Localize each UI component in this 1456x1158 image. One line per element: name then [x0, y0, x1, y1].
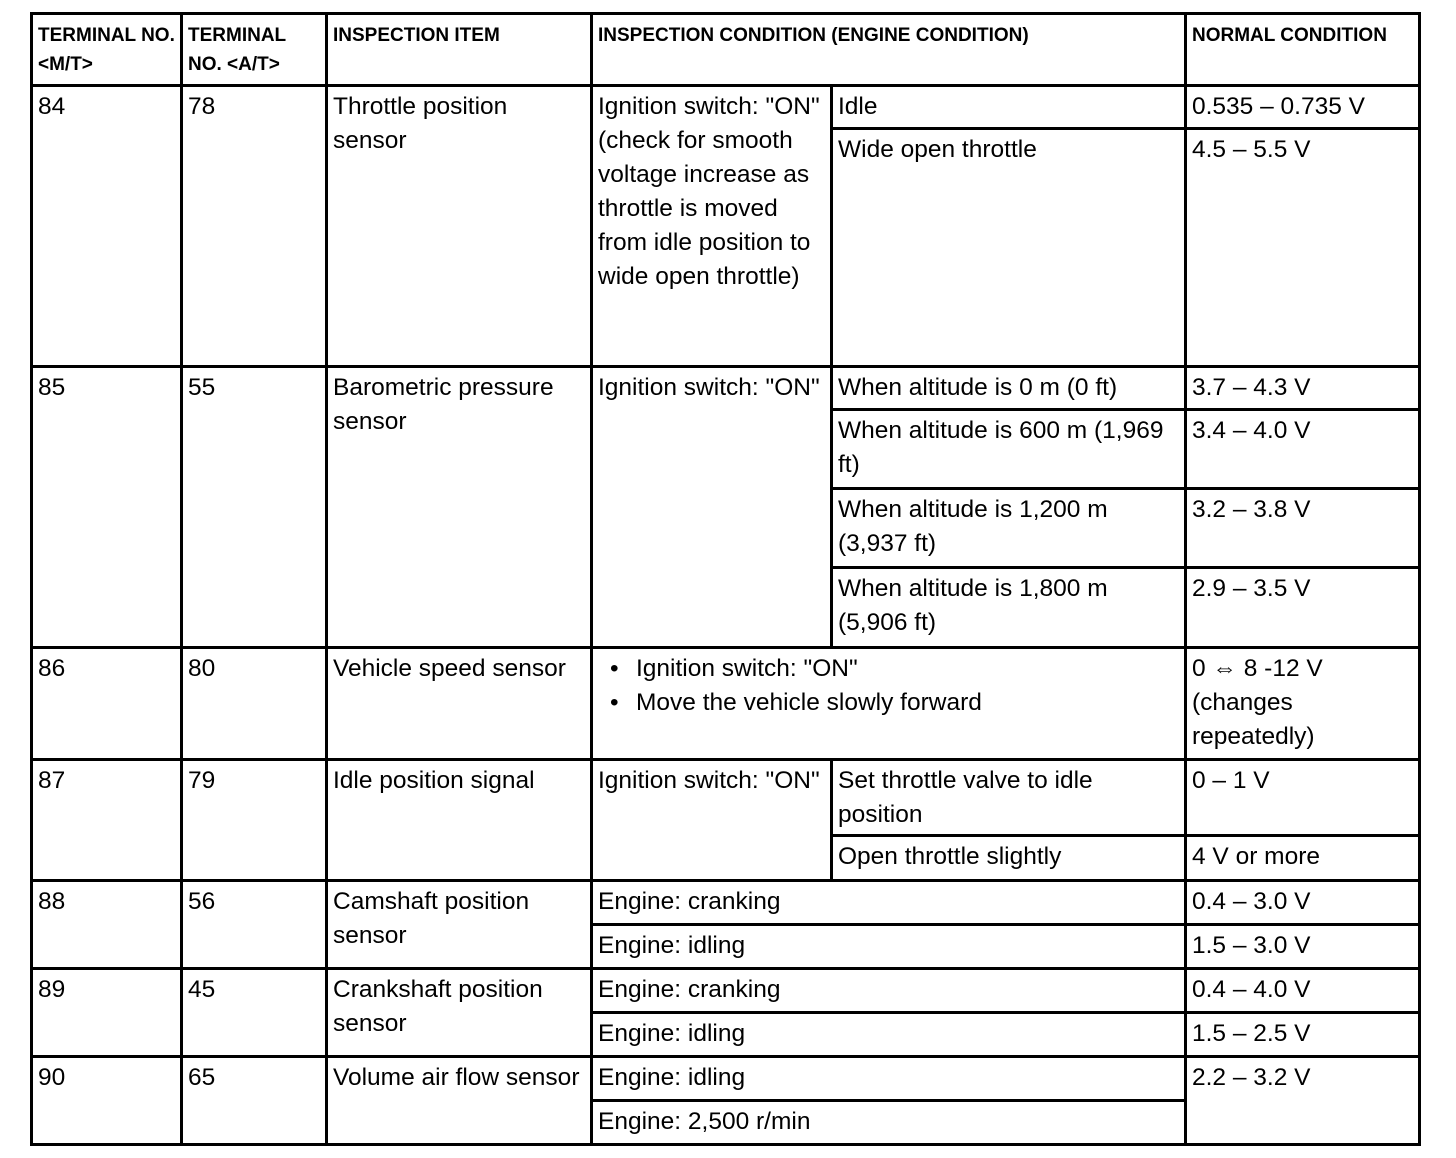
terminal-mt-cell: 88: [32, 881, 182, 969]
table-row: [32, 969, 1420, 1013]
inspection-condition-cell: Engine: idling: [592, 1057, 1186, 1101]
header-terminal-at: TERMINAL NO. <A/T>: [182, 14, 327, 86]
terminal-at-cell: 55: [182, 367, 327, 648]
inspection-table: [30, 12, 1421, 1146]
inspection-condition-cell: Ignition switch: "ON": [592, 760, 832, 881]
terminal-at-cell: 56: [182, 881, 327, 969]
terminal-mt-cell: 86: [32, 648, 182, 760]
inspection-item-cell: Vehicle speed sensor: [327, 648, 592, 760]
sub-condition-cell: Idle: [832, 86, 1186, 129]
sub-condition-cell: When altitude is 1,800 m (5,906 ft): [832, 568, 1186, 648]
normal-condition-cell: 0.4 – 4.0 V: [1186, 969, 1420, 1013]
terminal-at-cell: 45: [182, 969, 327, 1057]
terminal-mt-cell: 85: [32, 367, 182, 648]
normal-condition-cell: 0 ⇔ 8 -12 V (changes repeatedly): [1186, 648, 1420, 760]
inspection-item-cell: Volume air flow sensor: [327, 1057, 592, 1145]
inspection-item-cell: Throttle position sensor: [327, 86, 592, 367]
table-row: [32, 1057, 1420, 1101]
header-normal-condition: NORMAL CONDITION: [1186, 14, 1420, 86]
sub-condition-cell: When altitude is 0 m (0 ft): [832, 367, 1186, 410]
normal-condition-cell: 3.7 – 4.3 V: [1186, 367, 1420, 410]
normal-condition-cell: 0.4 – 3.0 V: [1186, 881, 1420, 925]
inspection-condition-cell: Engine: 2,500 r/min: [592, 1101, 1186, 1145]
table-row: [32, 881, 1420, 925]
normal-condition-cell: 3.2 – 3.8 V: [1186, 489, 1420, 568]
normal-condition-cell: 2.9 – 3.5 V: [1186, 568, 1420, 648]
normal-condition-cell: 2.2 – 3.2 V: [1186, 1057, 1420, 1145]
sub-condition-cell: Open throttle slightly: [832, 836, 1186, 881]
header-row: [32, 14, 1420, 86]
terminal-at-cell: 65: [182, 1057, 327, 1145]
inspection-condition-cell: Ignition switch: "ON" (check for smooth voltage increase as throttle is moved from idle position to wide open throttle): [592, 86, 832, 367]
sub-condition-cell: Wide open throttle: [832, 129, 1186, 367]
sub-condition-cell: When altitude is 1,200 m (3,937 ft): [832, 489, 1186, 568]
terminal-mt-cell: 89: [32, 969, 182, 1057]
condition-bullet-list: [598, 652, 1180, 720]
normal-condition-cell: 1.5 – 2.5 V: [1186, 1013, 1420, 1057]
terminal-at-cell: 80: [182, 648, 327, 760]
header-inspection-condition: INSPECTION CONDITION (ENGINE CONDITION): [592, 14, 1186, 86]
condition-bullet-item: • Move the vehicle slowly forward: [598, 686, 1180, 720]
terminal-mt-cell: 84: [32, 86, 182, 367]
table-row: [32, 86, 1420, 129]
inspection-condition-cell: Engine: cranking: [592, 881, 1186, 925]
header-inspection-item: INSPECTION ITEM: [327, 14, 592, 86]
normal-condition-cell: 0.535 – 0.735 V: [1186, 86, 1420, 129]
table-row: [32, 648, 1420, 760]
normal-condition-cell: 4.5 – 5.5 V: [1186, 129, 1420, 367]
sub-condition-cell: When altitude is 600 m (1,969 ft): [832, 410, 1186, 489]
normal-condition-cell: 3.4 – 4.0 V: [1186, 410, 1420, 489]
table-row: [32, 367, 1420, 410]
inspection-condition-cell: [592, 648, 1186, 760]
inspection-item-cell: Barometric pressure sensor: [327, 367, 592, 648]
inspection-condition-cell: Engine: idling: [592, 1013, 1186, 1057]
inspection-item-cell: Camshaft position sensor: [327, 881, 592, 969]
condition-bullet-item: • Ignition switch: "ON": [598, 652, 1180, 686]
normal-condition-cell: 1.5 – 3.0 V: [1186, 925, 1420, 969]
normal-condition-cell: 4 V or more: [1186, 836, 1420, 881]
terminal-at-cell: 79: [182, 760, 327, 881]
inspection-condition-cell: Ignition switch: "ON": [592, 367, 832, 648]
inspection-item-cell: Idle position signal: [327, 760, 592, 881]
normal-condition-cell: 0 – 1 V: [1186, 760, 1420, 836]
inspection-item-cell: Crankshaft position sensor: [327, 969, 592, 1057]
sub-condition-cell: Set throttle valve to idle position: [832, 760, 1186, 836]
terminal-mt-cell: 87: [32, 760, 182, 881]
table-row: [32, 760, 1420, 836]
terminal-at-cell: 78: [182, 86, 327, 367]
inspection-condition-cell: Engine: cranking: [592, 969, 1186, 1013]
inspection-condition-cell: Engine: idling: [592, 925, 1186, 969]
header-terminal-mt: TERMINAL NO. <M/T>: [32, 14, 182, 86]
terminal-mt-cell: 90: [32, 1057, 182, 1145]
